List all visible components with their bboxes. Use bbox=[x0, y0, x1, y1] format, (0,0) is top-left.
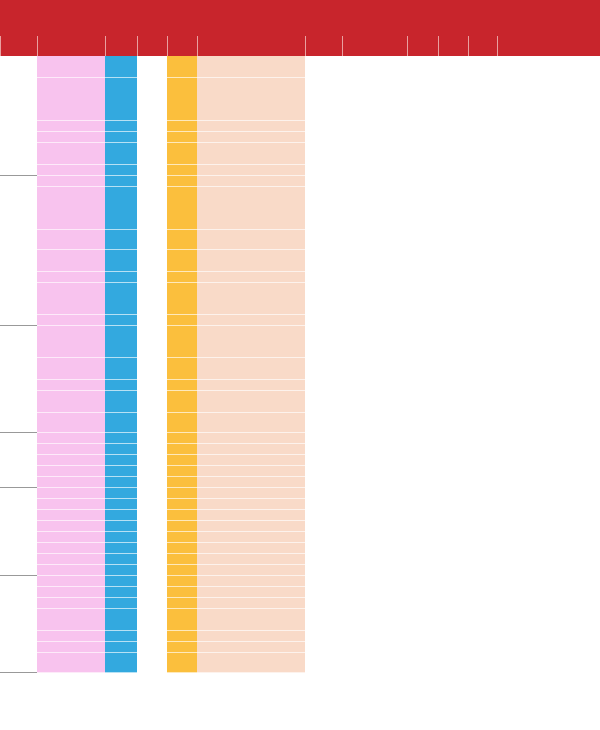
bank-name-cell bbox=[37, 56, 105, 78]
max-score-cell bbox=[137, 510, 167, 521]
inner-line-cell bbox=[167, 554, 197, 565]
bank-name-cell bbox=[37, 488, 105, 499]
bank-name-cell bbox=[37, 565, 105, 576]
bank-name-cell bbox=[37, 187, 105, 230]
inner-line-cell bbox=[167, 326, 197, 358]
bank-name-cell bbox=[37, 587, 105, 598]
entry-line-cell bbox=[105, 187, 137, 230]
inner-line-cell bbox=[167, 488, 197, 499]
max-score-cell bbox=[137, 543, 167, 554]
bank-name-cell bbox=[37, 326, 105, 358]
bank-name-cell bbox=[37, 165, 105, 176]
student-names-cell bbox=[197, 121, 305, 132]
inner-line-cell bbox=[167, 78, 197, 121]
student-names-cell bbox=[197, 576, 305, 587]
student-names-cell bbox=[197, 250, 305, 272]
student-names-cell bbox=[197, 326, 305, 358]
bank-name-cell bbox=[37, 176, 105, 187]
inner-line-cell bbox=[167, 413, 197, 433]
entry-line-cell bbox=[105, 121, 137, 132]
inner-line-cell bbox=[167, 455, 197, 466]
bank-name-cell bbox=[37, 315, 105, 326]
student-names-cell bbox=[197, 272, 305, 283]
max-score-cell bbox=[137, 598, 167, 609]
entry-line-cell bbox=[105, 250, 137, 272]
bank-name-cell bbox=[37, 499, 105, 510]
column-header bbox=[37, 36, 105, 56]
entry-line-cell bbox=[105, 413, 137, 433]
max-score-cell bbox=[137, 565, 167, 576]
max-score-cell bbox=[137, 653, 167, 673]
max-score-cell bbox=[137, 121, 167, 132]
student-names-cell bbox=[197, 230, 305, 250]
bank-name-cell bbox=[37, 413, 105, 433]
inner-line-cell bbox=[167, 121, 197, 132]
inner-line-cell bbox=[167, 315, 197, 326]
entry-line-cell bbox=[105, 56, 137, 78]
max-score-cell bbox=[137, 488, 167, 499]
max-score-cell bbox=[137, 455, 167, 466]
column-header bbox=[197, 36, 305, 56]
inner-line-cell bbox=[167, 283, 197, 315]
bank-name-cell bbox=[37, 510, 105, 521]
entry-line-cell bbox=[105, 143, 137, 165]
student-names-cell bbox=[197, 283, 305, 315]
inner-line-cell bbox=[167, 358, 197, 380]
student-names-cell bbox=[197, 532, 305, 543]
entry-line-cell bbox=[105, 230, 137, 250]
entry-line-cell bbox=[105, 642, 137, 653]
student-names-cell bbox=[197, 499, 305, 510]
bank-name-cell bbox=[37, 477, 105, 488]
inner-line-cell bbox=[167, 642, 197, 653]
entry-line-cell bbox=[105, 433, 137, 444]
bank-name-cell bbox=[37, 576, 105, 587]
entry-line-cell bbox=[105, 272, 137, 283]
max-score-cell bbox=[137, 250, 167, 272]
max-score-cell bbox=[137, 315, 167, 326]
entry-line-cell bbox=[105, 391, 137, 413]
entry-line-cell bbox=[105, 380, 137, 391]
inner-line-cell bbox=[167, 56, 197, 78]
entry-line-cell bbox=[105, 653, 137, 673]
max-score-cell bbox=[137, 380, 167, 391]
student-names-cell bbox=[197, 631, 305, 642]
inner-line-cell bbox=[167, 466, 197, 477]
bank-name-cell bbox=[37, 391, 105, 413]
inner-line-cell bbox=[167, 653, 197, 673]
max-score-cell bbox=[137, 499, 167, 510]
student-names-cell bbox=[197, 565, 305, 576]
bank-name-cell bbox=[37, 78, 105, 121]
inner-line-cell bbox=[167, 510, 197, 521]
max-score-cell bbox=[137, 78, 167, 121]
inner-line-cell bbox=[167, 444, 197, 455]
entry-line-cell bbox=[105, 510, 137, 521]
column-header bbox=[438, 36, 468, 56]
bank-name-cell bbox=[37, 380, 105, 391]
entry-line-cell bbox=[105, 283, 137, 315]
inner-line-cell bbox=[167, 609, 197, 631]
footer-note bbox=[305, 684, 600, 730]
student-names-cell bbox=[197, 609, 305, 631]
column-header bbox=[167, 36, 197, 56]
student-names-cell bbox=[197, 413, 305, 433]
bank-name-cell bbox=[37, 250, 105, 272]
inner-line-cell bbox=[167, 391, 197, 413]
max-score-cell bbox=[137, 609, 167, 631]
entry-line-cell bbox=[105, 543, 137, 554]
region-cell bbox=[0, 488, 37, 576]
column-header bbox=[468, 36, 497, 56]
entry-line-cell bbox=[105, 554, 137, 565]
max-score-cell bbox=[137, 326, 167, 358]
max-score-cell bbox=[137, 554, 167, 565]
region-cell bbox=[0, 326, 37, 433]
student-names-cell bbox=[197, 143, 305, 165]
max-score-cell bbox=[137, 165, 167, 176]
inner-line-cell bbox=[167, 380, 197, 391]
entry-line-cell bbox=[105, 532, 137, 543]
student-names-cell bbox=[197, 466, 305, 477]
inner-line-cell bbox=[167, 176, 197, 187]
inner-line-cell bbox=[167, 521, 197, 532]
max-score-cell bbox=[137, 466, 167, 477]
inner-line-cell bbox=[167, 499, 197, 510]
max-score-cell bbox=[137, 358, 167, 380]
bank-name-cell bbox=[37, 455, 105, 466]
max-score-cell bbox=[137, 132, 167, 143]
bank-name-cell bbox=[37, 433, 105, 444]
region-cell bbox=[0, 176, 37, 326]
column-header bbox=[0, 36, 37, 56]
entry-line-cell bbox=[105, 631, 137, 642]
max-score-cell bbox=[137, 272, 167, 283]
entry-line-cell bbox=[105, 78, 137, 121]
max-score-cell bbox=[137, 391, 167, 413]
inner-line-cell bbox=[167, 230, 197, 250]
entry-line-cell bbox=[105, 326, 137, 358]
bank-name-cell bbox=[37, 143, 105, 165]
student-names-cell bbox=[197, 653, 305, 673]
max-score-cell bbox=[137, 56, 167, 78]
inner-line-cell bbox=[167, 433, 197, 444]
student-names-cell bbox=[197, 455, 305, 466]
entry-line-cell bbox=[105, 488, 137, 499]
bank-name-cell bbox=[37, 283, 105, 315]
inner-line-cell bbox=[167, 477, 197, 488]
student-names-cell bbox=[197, 477, 305, 488]
student-names-cell bbox=[197, 587, 305, 598]
bank-name-cell bbox=[37, 642, 105, 653]
bank-name-cell bbox=[37, 598, 105, 609]
inner-line-cell bbox=[167, 576, 197, 587]
inner-line-cell bbox=[167, 532, 197, 543]
student-names-cell bbox=[197, 78, 305, 121]
student-names-cell bbox=[197, 187, 305, 230]
max-score-cell bbox=[137, 143, 167, 165]
student-names-cell bbox=[197, 358, 305, 380]
entry-line-cell bbox=[105, 598, 137, 609]
inner-line-cell bbox=[167, 543, 197, 554]
entry-line-cell bbox=[105, 587, 137, 598]
entry-line-cell bbox=[105, 521, 137, 532]
entry-line-cell bbox=[105, 358, 137, 380]
entry-line-cell bbox=[105, 466, 137, 477]
student-names-cell bbox=[197, 165, 305, 176]
entry-line-cell bbox=[105, 499, 137, 510]
student-names-cell bbox=[197, 642, 305, 653]
student-names-cell bbox=[197, 598, 305, 609]
max-score-cell bbox=[137, 587, 167, 598]
bank-name-cell bbox=[37, 132, 105, 143]
column-header bbox=[497, 36, 600, 56]
column-header bbox=[105, 36, 137, 56]
inner-line-cell bbox=[167, 132, 197, 143]
entry-line-cell bbox=[105, 477, 137, 488]
column-header bbox=[137, 36, 167, 56]
page-title bbox=[0, 0, 600, 36]
entry-line-cell bbox=[105, 444, 137, 455]
student-names-cell bbox=[197, 554, 305, 565]
inner-line-cell bbox=[167, 250, 197, 272]
bank-name-cell bbox=[37, 444, 105, 455]
student-names-cell bbox=[197, 488, 305, 499]
entry-line-cell bbox=[105, 576, 137, 587]
max-score-cell bbox=[137, 576, 167, 587]
region-cell bbox=[0, 433, 37, 488]
student-names-cell bbox=[197, 543, 305, 554]
bank-name-cell bbox=[37, 230, 105, 250]
bank-name-cell bbox=[37, 631, 105, 642]
bank-name-cell bbox=[37, 272, 105, 283]
region-cell bbox=[0, 56, 37, 176]
max-score-cell bbox=[137, 176, 167, 187]
column-header bbox=[407, 36, 438, 56]
inner-line-cell bbox=[167, 565, 197, 576]
student-names-cell bbox=[197, 176, 305, 187]
student-names-cell bbox=[197, 444, 305, 455]
student-names-cell bbox=[197, 132, 305, 143]
student-names-cell bbox=[197, 380, 305, 391]
student-names-cell bbox=[197, 521, 305, 532]
region-cell bbox=[0, 576, 37, 673]
inner-line-cell bbox=[167, 143, 197, 165]
entry-line-cell bbox=[105, 176, 137, 187]
column-header bbox=[305, 36, 342, 56]
inner-line-cell bbox=[167, 187, 197, 230]
inner-line-cell bbox=[167, 587, 197, 598]
entry-line-cell bbox=[105, 455, 137, 466]
bank-name-cell bbox=[37, 554, 105, 565]
bank-name-cell bbox=[37, 466, 105, 477]
bank-name-cell bbox=[37, 521, 105, 532]
bank-name-cell bbox=[37, 532, 105, 543]
entry-line-cell bbox=[105, 565, 137, 576]
max-score-cell bbox=[137, 521, 167, 532]
max-score-cell bbox=[137, 444, 167, 455]
bank-name-cell bbox=[37, 121, 105, 132]
max-score-cell bbox=[137, 283, 167, 315]
inner-line-cell bbox=[167, 598, 197, 609]
student-names-cell bbox=[197, 56, 305, 78]
max-score-cell bbox=[137, 532, 167, 543]
student-names-cell bbox=[197, 433, 305, 444]
entry-line-cell bbox=[105, 165, 137, 176]
bank-name-cell bbox=[37, 543, 105, 554]
inner-line-cell bbox=[167, 272, 197, 283]
entry-line-cell bbox=[105, 315, 137, 326]
bank-name-cell bbox=[37, 609, 105, 631]
entry-line-cell bbox=[105, 132, 137, 143]
inner-line-cell bbox=[167, 631, 197, 642]
max-score-cell bbox=[137, 631, 167, 642]
max-score-cell bbox=[137, 477, 167, 488]
max-score-cell bbox=[137, 230, 167, 250]
max-score-cell bbox=[137, 187, 167, 230]
bank-name-cell bbox=[37, 653, 105, 673]
max-score-cell bbox=[137, 642, 167, 653]
entry-line-cell bbox=[105, 609, 137, 631]
column-header bbox=[342, 36, 407, 56]
max-score-cell bbox=[137, 433, 167, 444]
student-names-cell bbox=[197, 315, 305, 326]
bank-name-cell bbox=[37, 358, 105, 380]
max-score-cell bbox=[137, 413, 167, 433]
student-names-cell bbox=[197, 391, 305, 413]
student-names-cell bbox=[197, 510, 305, 521]
inner-line-cell bbox=[167, 165, 197, 176]
